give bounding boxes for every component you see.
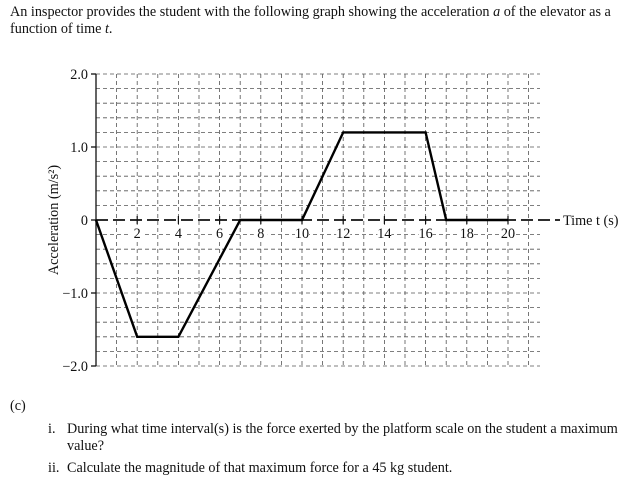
y-tick-label: 1.0 <box>70 140 88 156</box>
question-i-line1: During what time interval(s) is the force exerted by the platform scale on the student a maximum <box>67 421 618 437</box>
x-tick-label: 14 <box>377 226 392 242</box>
question-ii <box>48 460 642 477</box>
y-tick-label: −1.0 <box>62 286 88 302</box>
x-tick-label: 2 <box>133 226 141 242</box>
intro-part1: An inspector provides the student with the following graph showing the acceleration <box>10 4 494 20</box>
question-ii-text: Calculate the magnitude of that maximum force for a 45 kg student. <box>67 460 453 476</box>
y-tick-label: 2.0 <box>70 67 88 83</box>
intro-part2: of the elevator as a function of time <box>10 4 611 37</box>
y-axis-label: Acceleration (m/s²) <box>46 164 62 276</box>
x-tick-label: 8 <box>257 226 265 242</box>
intro-var-a: a <box>493 4 501 20</box>
y-tick-label: 0 <box>80 213 88 229</box>
x-axis-label: Time t (s) <box>563 213 619 229</box>
x-tick-label: 6 <box>216 226 224 242</box>
x-tick-label: 16 <box>418 226 433 242</box>
x-tick-label: 10 <box>294 226 310 242</box>
x-tick-label: 20 <box>500 226 516 242</box>
part-label: (c) <box>10 398 26 414</box>
question-i <box>48 421 642 455</box>
question-ii-number: ii. <box>48 460 60 476</box>
question-i-line2: value? <box>67 438 105 454</box>
x-tick-label: 12 <box>336 226 351 242</box>
x-tick-label: 4 <box>174 226 182 242</box>
x-tick-label: 18 <box>459 226 474 242</box>
question-i-number: i. <box>48 421 56 437</box>
y-tick-label: −2.0 <box>62 359 88 375</box>
intro-var-t: t <box>104 21 109 37</box>
intro-part3: . <box>108 21 113 37</box>
